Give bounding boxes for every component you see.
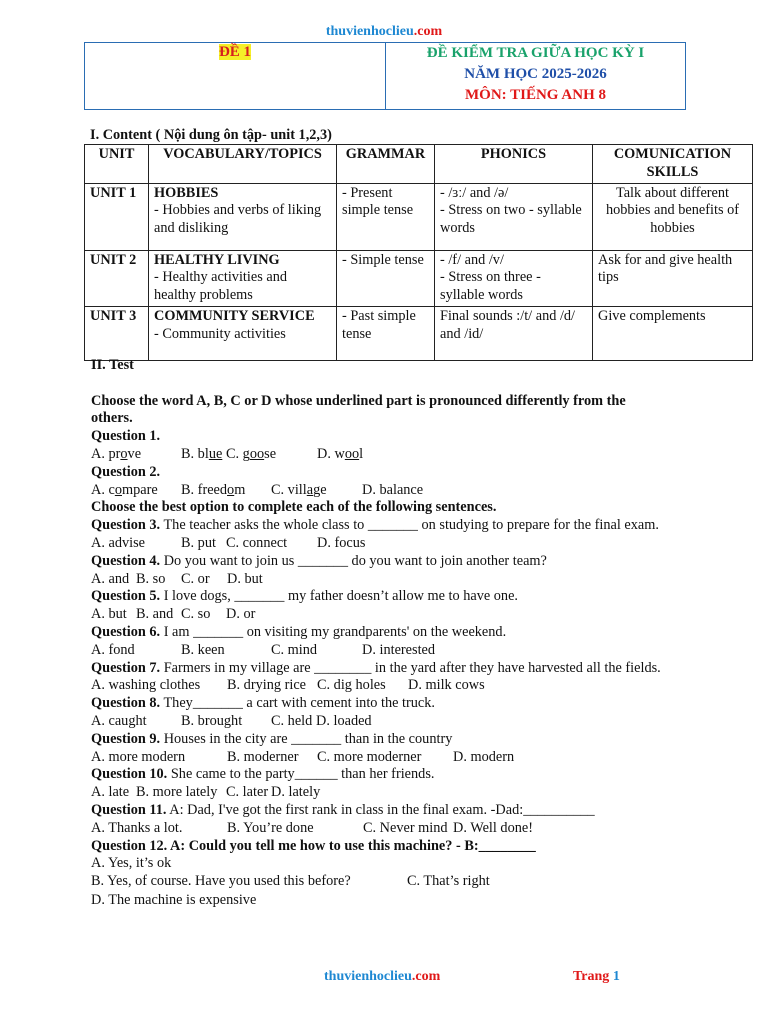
options-row: [91, 446, 759, 464]
options-row: [91, 677, 759, 695]
question-label: Question 1.: [91, 428, 161, 445]
question-text: They_______ a cart with cement into the truck.: [160, 695, 435, 712]
option[interactable]: C. mind: [271, 641, 318, 658]
table-row: [85, 183, 753, 250]
option[interactable]: D. loaded: [316, 712, 372, 729]
option[interactable]: D. or: [226, 606, 256, 623]
unit-cell: UNIT 3: [85, 306, 149, 360]
option[interactable]: D. interested: [362, 641, 436, 658]
question-label: Question 12. A: Could you tell me how to use this machine? - B:________: [91, 837, 536, 854]
option[interactable]: D. modern: [453, 748, 515, 765]
exam-title: ĐỀ KIỂM TRA GIỮA HỌC KỲ I: [426, 45, 645, 61]
question-label: Question 9.: [91, 730, 161, 747]
options-row: [91, 535, 759, 553]
options-row: [91, 713, 759, 731]
question-label: Question 7.: [91, 659, 161, 676]
option[interactable]: D. focus: [317, 534, 366, 551]
question-stem: [91, 624, 661, 642]
phonics-cell: [435, 183, 593, 250]
question-text: I love dogs, _______ my father doesn’t allow me to have one.: [160, 588, 519, 605]
question-label: Question 6.: [91, 623, 161, 640]
vocab-cell: [149, 250, 337, 306]
option[interactable]: D. balance: [362, 481, 424, 498]
table-row: [85, 250, 753, 306]
option[interactable]: D. but: [227, 570, 263, 587]
test-section-title: II. Test: [91, 357, 134, 373]
phonics-sounds: Final sounds :/t/ and /d/ and /id/: [440, 307, 576, 342]
question-stem: [91, 802, 661, 820]
options-row: [91, 873, 759, 891]
instruction-best-option: Choose the best option to complete each of the following sentences.: [91, 499, 497, 516]
question-list: [91, 517, 759, 837]
phonics-stress: - Stress on three - syllable words: [440, 269, 541, 304]
option[interactable]: A. washing clothes: [91, 677, 201, 694]
option[interactable]: C. connect: [226, 534, 288, 551]
options-row: [91, 606, 759, 624]
option[interactable]: C. later: [226, 784, 269, 801]
options-row: [91, 820, 759, 838]
skills-cell: Ask for and give health tips: [593, 250, 753, 306]
option[interactable]: B. keen: [181, 641, 225, 658]
question-stem: [91, 588, 661, 606]
topic-title: HEALTHY LIVING: [154, 251, 280, 268]
option[interactable]: B. so: [136, 570, 166, 587]
vocab-text: - Community activities: [154, 325, 286, 342]
exam-title-cell: [386, 43, 685, 109]
option[interactable]: A. but: [91, 606, 127, 623]
table-row: [85, 306, 753, 360]
question-text: I am _______ on visiting my grandparents' on the weekend.: [160, 623, 507, 640]
vocab-cell: [149, 183, 337, 250]
question-label: Question 4.: [91, 552, 161, 569]
grammar-cell: - Past simple tense: [337, 306, 435, 360]
footer-site: [324, 969, 440, 985]
content-table: [84, 144, 753, 361]
options-row: [91, 642, 759, 660]
option[interactable]: B. drying rice: [227, 677, 307, 694]
column-header: PHONICS: [435, 145, 593, 184]
option[interactable]: A. Yes, it’s ok: [91, 855, 172, 872]
option[interactable]: A. caught: [91, 712, 147, 729]
question-label: Question 2.: [91, 463, 161, 480]
question-stem: [91, 553, 661, 571]
option[interactable]: C. goose: [226, 445, 277, 462]
option[interactable]: B. You’re done: [227, 819, 314, 836]
topic-title: HOBBIES: [154, 184, 219, 201]
vocab-cell: [149, 306, 337, 360]
option[interactable]: A. late: [91, 784, 130, 801]
grammar-cell: - Present simple tense: [337, 183, 435, 250]
option[interactable]: A. compare: [91, 481, 158, 498]
option[interactable]: D. wool: [317, 445, 364, 462]
grammar-cell: - Simple tense: [337, 250, 435, 306]
site-domain: .com: [413, 24, 443, 39]
question-label: Question 11.: [91, 801, 167, 818]
question-label: Question 3.: [91, 517, 161, 534]
option[interactable]: C. held: [271, 712, 313, 729]
option[interactable]: B. put: [181, 534, 216, 551]
option[interactable]: A. fond: [91, 641, 135, 658]
topic-title: COMMUNITY SERVICE: [154, 307, 315, 324]
skills-cell: Talk about different hobbies and benefits of hobbies: [593, 183, 753, 250]
options-row: [91, 749, 759, 767]
option[interactable]: C. so: [181, 606, 211, 623]
question-label: Question 8.: [91, 695, 161, 712]
question-stem: [91, 731, 661, 749]
column-header: COMUNICATION SKILLS: [593, 145, 753, 184]
options-row: [91, 482, 759, 500]
question-label: Question 10.: [91, 766, 168, 783]
question-stem: [91, 695, 661, 713]
question-stem: [91, 766, 661, 784]
option[interactable]: C. dig holes: [317, 677, 386, 694]
question-text: She came to the party______ than her friends.: [167, 766, 435, 783]
column-header: GRAMMAR: [337, 145, 435, 184]
option[interactable]: B. blue: [181, 445, 223, 462]
column-header: UNIT: [85, 145, 149, 184]
option[interactable]: C. more moderner: [317, 748, 422, 765]
vocab-text: - Healthy activities and healthy problems: [154, 269, 287, 304]
exam-code-label: ĐỀ 1: [218, 44, 252, 60]
option[interactable]: B. moderner: [227, 748, 299, 765]
content-section-title: I. Content ( Nội dung ôn tập- unit 1,2,3): [90, 127, 332, 143]
option[interactable]: A. and: [91, 570, 130, 587]
phonics-sounds: - /ɜː/ and /ə/: [440, 184, 509, 201]
option[interactable]: A. prove: [91, 445, 142, 462]
page-number: [573, 969, 620, 985]
option[interactable]: B. more lately: [136, 784, 218, 801]
table-header-row: [85, 145, 753, 184]
column-header: VOCABULARY/TOPICS: [149, 145, 337, 184]
question-text: Farmers in my village are ________ in the yard after they have harvested all the fields.: [160, 659, 661, 676]
footer-site-domain: .com: [411, 969, 441, 984]
question-text: Do you want to join us _______ do you want to join another team?: [160, 552, 547, 569]
page-word: Trang: [573, 969, 610, 984]
option[interactable]: B. and: [136, 606, 174, 623]
option[interactable]: C. Never mind: [363, 819, 448, 836]
vocab-text: - Hobbies and verbs of liking and disliking: [154, 202, 322, 237]
phonics-cell: [435, 306, 593, 360]
site-name: thuvienhoclieu: [325, 24, 414, 39]
options-row: [91, 571, 759, 589]
unit-cell: UNIT 2: [85, 250, 149, 306]
option[interactable]: D. The machine is expensive: [91, 891, 257, 908]
option[interactable]: B. Yes, of course. Have you used this before?: [91, 873, 351, 890]
option[interactable]: D. Well done!: [453, 819, 533, 836]
question-stem: [91, 517, 661, 535]
option[interactable]: D. milk cows: [408, 677, 485, 694]
phonics-sounds: - /f/ and /v/: [440, 251, 504, 268]
footer-site-name: thuvienhoclieu: [324, 969, 412, 984]
option[interactable]: A. advise: [91, 534, 145, 551]
option[interactable]: B. brought: [181, 712, 243, 729]
phonics-stress: - Stress on two - syllable words: [440, 202, 582, 237]
options-row: [91, 784, 759, 802]
page-number-value: 1: [612, 969, 620, 984]
question-text: The teacher asks the whole class to _______ on studying to prepare for the final exam.: [160, 517, 659, 534]
exam-code-cell: [85, 43, 386, 109]
unit-cell: UNIT 1: [85, 183, 149, 250]
question-stem: [91, 660, 661, 678]
option[interactable]: A. more modern: [91, 748, 186, 765]
exam-header-box: [84, 42, 686, 110]
subject: MÔN: TIẾNG ANH 8: [465, 87, 606, 103]
phonics-cell: [435, 250, 593, 306]
instruction-pronunciation: Choose the word A, B, C or D whose underlined part is pronounced differently from the others.: [91, 392, 626, 427]
test-section: [91, 357, 759, 910]
skills-cell: Give complements: [593, 306, 753, 360]
question-text: Houses in the city are _______ than in the country: [160, 730, 453, 747]
option[interactable]: C. That’s right: [407, 873, 490, 890]
option[interactable]: A. Thanks a lot.: [91, 819, 183, 836]
option[interactable]: D. lately: [271, 784, 321, 801]
question-text: A: Dad, I've got the first rank in class in the final exam. -Dad:__________: [166, 801, 595, 818]
question-label: Question 5.: [91, 588, 161, 605]
school-year: NĂM HỌC 2025-2026: [464, 66, 607, 82]
option[interactable]: C. or: [181, 570, 210, 587]
option[interactable]: C. village: [271, 481, 327, 498]
site-header: [0, 24, 768, 40]
option[interactable]: B. freedom: [181, 481, 246, 498]
